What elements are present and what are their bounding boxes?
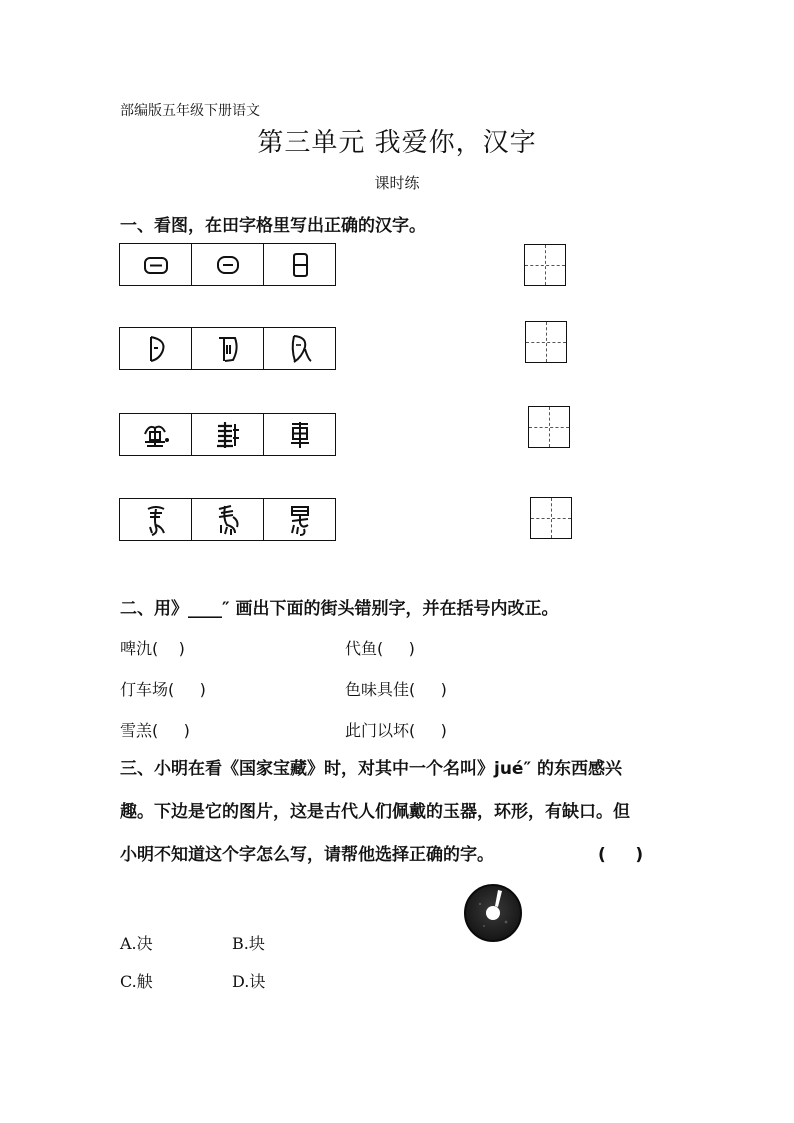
ancient-glyph-cart-2 — [192, 414, 264, 455]
typo-item-4[interactable]: 色味具佳( ) — [345, 680, 447, 699]
answer-bracket[interactable]: ( ) — [598, 845, 644, 865]
glyph-table-row-1 — [119, 243, 336, 286]
option-a[interactable]: A.决 — [120, 934, 153, 953]
section3-line-1: 三、小明在看《国家宝藏》时，对其中一个名叫》jué″ 的东西感兴 — [120, 759, 622, 779]
section2-heading: 二、用》____″ 画出下面的街头错别字，并在括号内改正。 — [120, 599, 559, 619]
typo-item-1[interactable]: 啤氿( ) — [120, 639, 185, 658]
tianzige-box-4[interactable] — [530, 497, 572, 539]
ancient-glyph-moon-2 — [192, 328, 264, 369]
jade-ring-image — [462, 882, 524, 948]
section3-line-2: 趣。下边是它的图片，这是古代人们佩戴的玉器，环形，有缺口。但 — [120, 802, 630, 822]
page-subtitle: 课时练 — [374, 174, 420, 192]
ancient-glyph-horse-2 — [192, 499, 264, 540]
glyph-table-row-4 — [119, 498, 336, 541]
ancient-glyph-cart-3 — [264, 414, 335, 455]
option-d[interactable]: D.诀 — [232, 972, 266, 991]
ancient-glyph-horse-3 — [264, 499, 335, 540]
ancient-glyph-cart-1 — [120, 414, 192, 455]
typo-item-3[interactable]: 仃车场( ) — [120, 680, 206, 699]
page-title: 第三单元 我爱你，汉字 — [257, 128, 537, 158]
ancient-glyph-moon-3 — [264, 328, 335, 369]
option-b[interactable]: B.块 — [232, 934, 265, 953]
tianzige-box-1[interactable] — [524, 244, 566, 286]
ancient-glyph-moon-1 — [120, 328, 192, 369]
ancient-glyph-sun-1 — [120, 244, 192, 285]
typo-item-2[interactable]: 代鱼( ) — [345, 639, 415, 658]
ancient-glyph-sun-3 — [264, 244, 335, 285]
glyph-table-row-2 — [119, 327, 336, 370]
option-c[interactable]: C.觖 — [120, 972, 153, 991]
section3-line-3: 小明不知道这个字怎么写，请帮他选择正确的字。 — [120, 845, 494, 865]
grade-label: 部编版五年级下册语文 — [120, 103, 260, 119]
tianzige-box-2[interactable] — [525, 321, 567, 363]
typo-item-6[interactable]: 此门以坏( ) — [345, 721, 447, 740]
section1-heading: 一、看图，在田字格里写出正确的汉字。 — [120, 216, 426, 236]
tianzige-box-3[interactable] — [528, 406, 570, 448]
typo-item-5[interactable]: 雪羔( ) — [120, 721, 190, 740]
ancient-glyph-horse-1 — [120, 499, 192, 540]
ancient-glyph-sun-2 — [192, 244, 264, 285]
glyph-table-row-3 — [119, 413, 336, 456]
